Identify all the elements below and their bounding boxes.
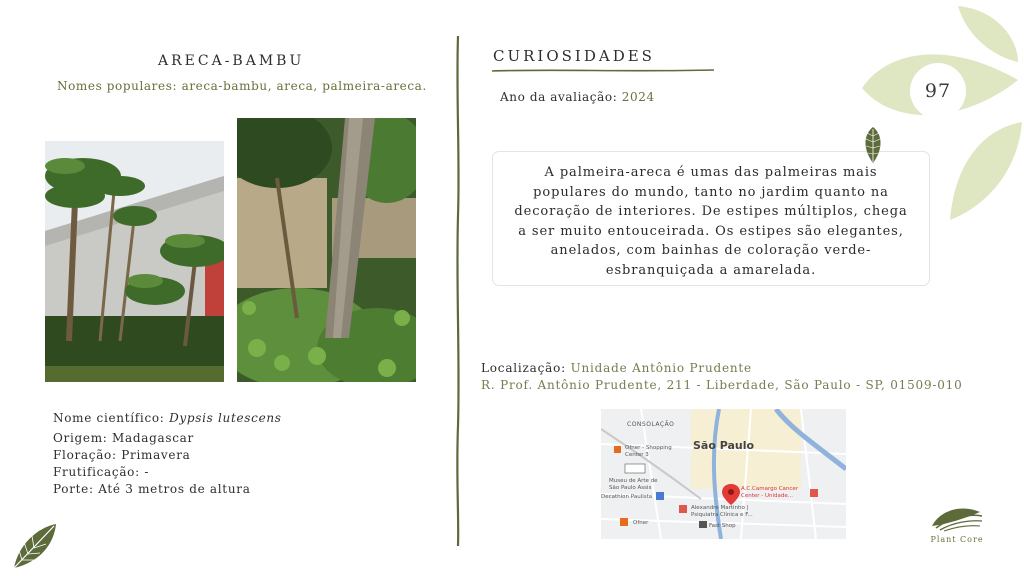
map-label-museum-a: Museu de Arte de (609, 478, 658, 484)
map-label-clinic-b: Psiquiatra Clínica e F... (691, 512, 753, 518)
map-label-fastshop: Fast Shop (709, 523, 736, 529)
store-icon (656, 492, 664, 500)
map-label-clinic-a: Alexandre Martinho | (691, 505, 749, 511)
fruiting-label: Frutificação: (53, 465, 140, 479)
plant-photo-garden (237, 118, 416, 382)
museum-icon (625, 464, 645, 473)
location-map[interactable] (601, 409, 846, 539)
plant-title: ARECA-BAMBU (158, 53, 305, 69)
origin-row (53, 430, 282, 447)
location-unit: Unidade Antônio Prudente (570, 361, 752, 375)
map-label-city: São Paulo (693, 439, 755, 452)
scientific-name-label: Nome científico: (53, 411, 165, 425)
curiosities-text: A palmeira-areca é umas das palmeiras mais populares do mundo, tanto no jardim quanto na decoração de interiores. De estipes múltiplos, chega a ser muito entouceirada. Os estipes são elegantes, anelados, com bainhas de coloração verde-esbranquiçada a amarelada. (492, 151, 930, 286)
map-label-district: CONSOLAÇÃO (627, 421, 675, 428)
scientific-name-row (53, 410, 282, 427)
map-label-poi-1b: Center 3 (625, 452, 649, 458)
fruiting-row (53, 464, 282, 481)
hospital-icon (679, 505, 687, 513)
origin-label: Origem: (53, 431, 108, 445)
evaluation-year-value: 2024 (621, 90, 655, 104)
plant-number-badge: 97 (910, 63, 966, 119)
column-divider (453, 36, 463, 546)
plant-core-logo-icon (922, 502, 992, 552)
shop-marker-icon (614, 446, 621, 453)
map-label-ac-a: A.C.Camargo Cancer (741, 486, 799, 492)
size-value: Até 3 metros de altura (98, 482, 251, 496)
map-label-poi-1a: Ofner - Shopping (625, 445, 672, 451)
leaf-icon (10, 522, 60, 570)
hospital-icon (810, 489, 818, 497)
flowering-label: Floração: (53, 448, 117, 462)
location-label: Localização: (481, 361, 566, 375)
shop-marker-icon (620, 518, 628, 526)
leaf-icon (862, 126, 884, 164)
plant-facts (53, 410, 282, 498)
size-row (53, 481, 282, 498)
map-label-decathlon: Decathlon Paulista (601, 494, 653, 500)
evaluation-year (500, 90, 655, 104)
brand-name: Plant Core (930, 535, 984, 544)
location-row (481, 360, 963, 377)
map-label-museum-b: São Paulo Assis (609, 485, 652, 491)
map-label-ofner: Ofner (633, 520, 649, 526)
popular-names-label: Nomes populares: (57, 79, 178, 93)
fruiting-value: - (144, 465, 150, 479)
flowering-value: Primavera (121, 448, 191, 462)
curiosities-title: CURIOSIDADES (493, 47, 655, 65)
location-address: R. Prof. Antônio Prudente, 211 - Liberdade, São Paulo - SP, 01509-010 (481, 378, 963, 392)
evaluation-year-label: Ano da avaliação: (500, 90, 618, 104)
popular-names (57, 79, 427, 93)
popular-names-value: areca-bambu, areca, palmeira-areca. (181, 79, 427, 93)
origin-value: Madagascar (112, 431, 194, 445)
map-label-ac-b: Center - Unidade... (741, 493, 794, 499)
plant-photo-exterior (45, 141, 224, 382)
title-underline (492, 66, 714, 74)
scientific-name-value: Dypsis lutescens (169, 411, 282, 425)
shop-bag-icon (699, 521, 707, 528)
size-label: Porte: (53, 482, 94, 496)
location-info (481, 360, 963, 394)
flowering-row (53, 447, 282, 464)
